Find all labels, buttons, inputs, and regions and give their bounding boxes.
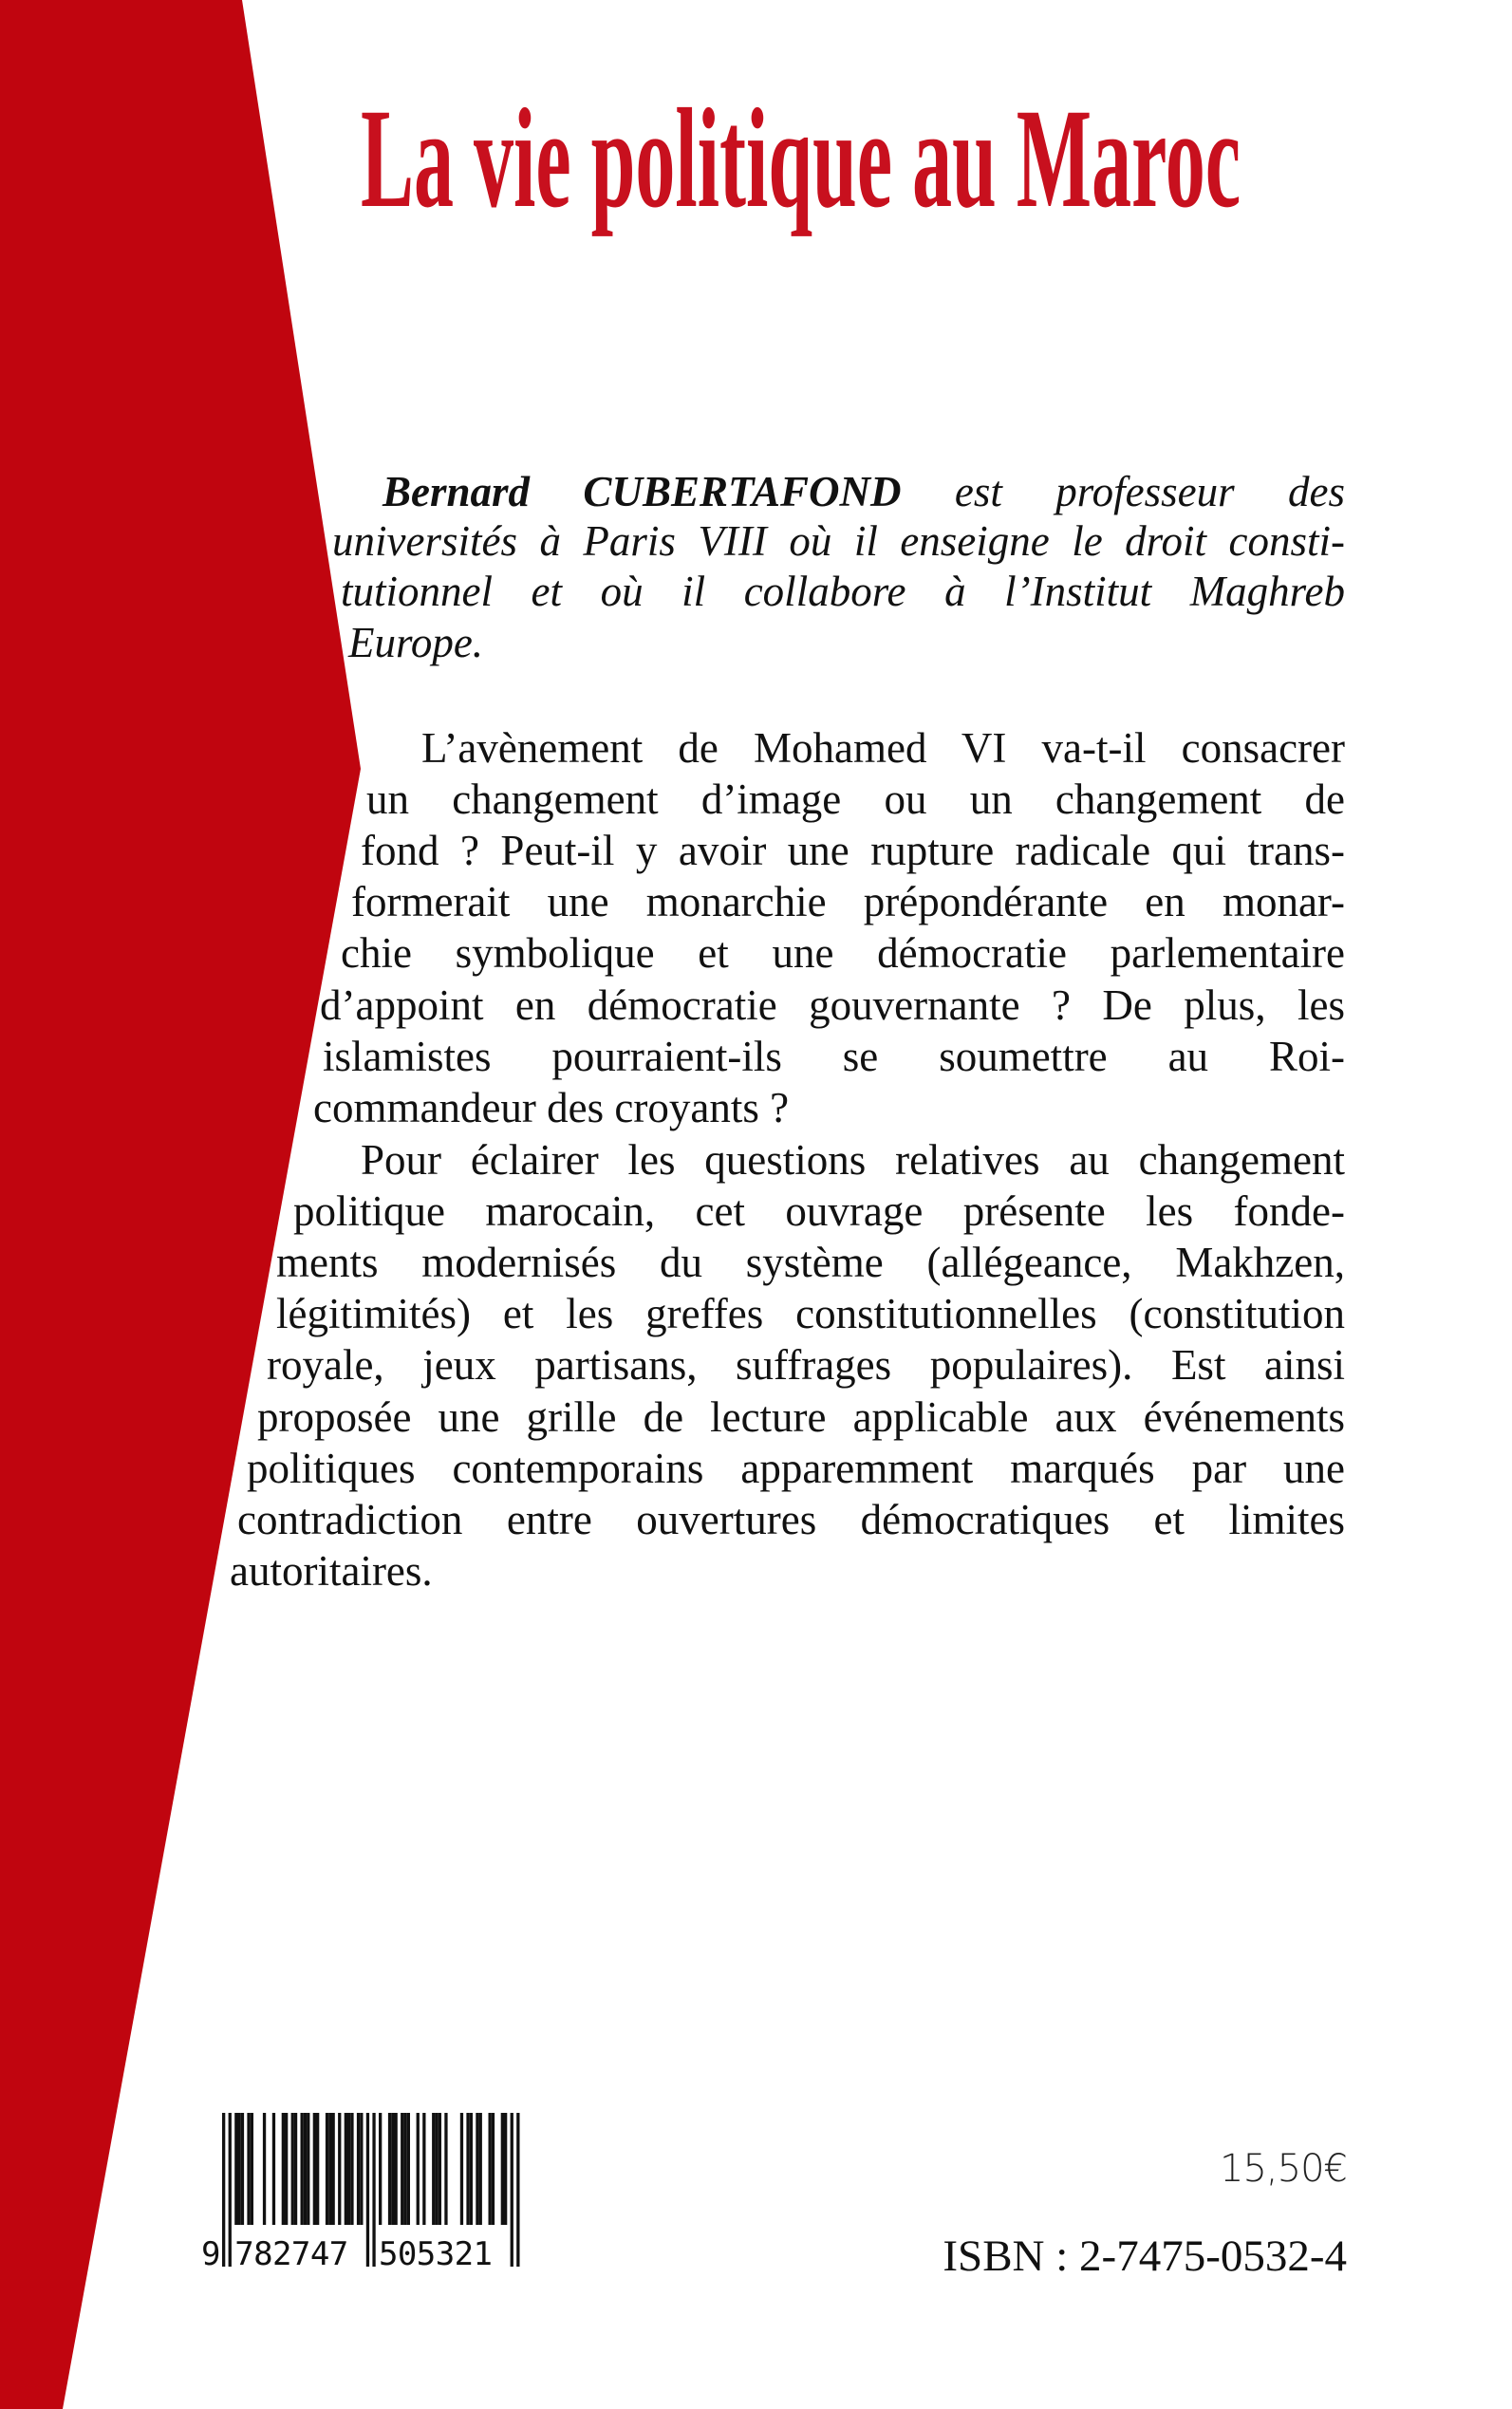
barcode-bar [466,2113,469,2225]
barcode-bar [403,2113,406,2225]
summary-line: Pour éclairer les questions relatives au changement [361,1136,1345,1184]
barcode-bar [489,2113,492,2225]
bio-line: Europe. [348,619,484,666]
barcode-digits: 782747 [234,2235,349,2273]
barcode-bar [407,2113,410,2225]
barcode-bar [479,2113,482,2225]
barcode-bar [229,2113,232,2267]
barcode-bar [470,2113,473,2225]
barcode-bar [439,2113,441,2225]
summary-line: proposée une grille de lecture applicable aux événements [257,1393,1345,1441]
barcode-bar [492,2113,495,2225]
summary-line: formerait une monarchie prépondérante en monar- [351,878,1345,925]
barcode-bar [313,2113,316,2225]
summary-line: politiques contemporains apparemment marqués par une [247,1445,1345,1492]
summary-line: islamistes pourraient-ils se soumettre au Roi- [323,1033,1345,1080]
barcode-digits: 505321 [379,2235,493,2273]
bio-text: est professeur des [954,468,1345,515]
barcode-bar [357,2113,360,2225]
bio-line [383,466,1345,517]
barcode-bar [294,2113,297,2225]
barcode-bar [417,2113,420,2225]
barcode-bar [432,2113,435,2225]
barcode-bar [272,2113,275,2225]
author-name: Bernard CUBERTAFOND [383,468,902,515]
barcode-bar [395,2113,398,2225]
barcode-bar [435,2113,438,2225]
summary-line: autoritaires. [230,1547,433,1595]
barcode-bar [316,2113,319,2225]
barcode-bar [238,2113,241,2225]
barcode-bar [328,2113,331,2225]
barcode-bar [241,2113,244,2225]
barcode-bar [332,2113,335,2225]
barcode-bar [247,2113,250,2225]
summary-line: un changement d’image ou un changement de [366,775,1345,823]
barcode-bar [307,2113,309,2225]
barcode-bar [366,2113,369,2267]
barcode-bar [516,2113,519,2267]
barcode-bar [444,2113,447,2225]
barcode-bar [501,2113,504,2225]
barcode-bar [345,2113,347,2225]
summary-line: politique marocain, cet ouvrage présente les fonde- [293,1187,1345,1235]
barcode-bar [388,2113,391,2225]
barcode [199,2113,532,2284]
bio-line: tutionnel et où il collabore à l’Institut Maghreb [341,568,1345,615]
summary-line: d’appoint en démocratie gouvernante ? De plus, les [320,981,1345,1029]
barcode-bar [350,2113,353,2225]
isbn: ISBN : 2-7475-0532-4 [943,2232,1347,2281]
barcode-bar [234,2113,237,2225]
price: 15,50€ [1220,2147,1347,2191]
barcode-bar [379,2113,382,2225]
barcode-bar [282,2113,285,2225]
summary-line: L’avènement de Mohamed VI va-t-il consacrer [421,724,1345,772]
barcode-bar [372,2113,375,2267]
book-title: La vie politique au Maroc [361,80,1241,237]
barcode-bar [326,2113,328,2225]
summary-line: chie symbolique et une démocratie parlementaire [341,929,1345,977]
summary-line: contradiction entre ouvertures démocratiques et limites [237,1496,1345,1543]
barcode-bar [422,2113,425,2225]
barcode-bar [347,2113,350,2225]
barcode-bar [504,2113,507,2225]
barcode-bar [401,2113,403,2225]
barcode-bar [251,2113,253,2225]
bio-line: universités à Paris VIII où il enseigne le droit consti- [332,517,1345,565]
barcode-bar [476,2113,478,2225]
barcode-bar [360,2113,363,2225]
barcode-bar [222,2113,225,2267]
barcode-digits: 9 [201,2235,221,2273]
summary-line: légitimités) et les greffes constitutionnelles (constitution [276,1290,1345,1337]
barcode-bar [338,2113,341,2225]
barcode-bar [304,2113,307,2225]
barcode-bar [511,2113,513,2267]
summary-line: commandeur des croyants ? [313,1084,790,1131]
barcode-bar [391,2113,394,2225]
barcode-bar [263,2113,266,2225]
summary-line: royale, jeux partisans, suffrages populaires). Est ainsi [267,1341,1345,1389]
barcode-bar [301,2113,304,2225]
barcode-bar [285,2113,288,2225]
summary-line: ments modernisés du système (allégeance, Makhzen, [276,1239,1345,1286]
barcode-bar [460,2113,463,2225]
barcode-bar [291,2113,294,2225]
summary-line: fond ? Peut-il y avoir une rupture radicale qui trans- [361,827,1345,874]
